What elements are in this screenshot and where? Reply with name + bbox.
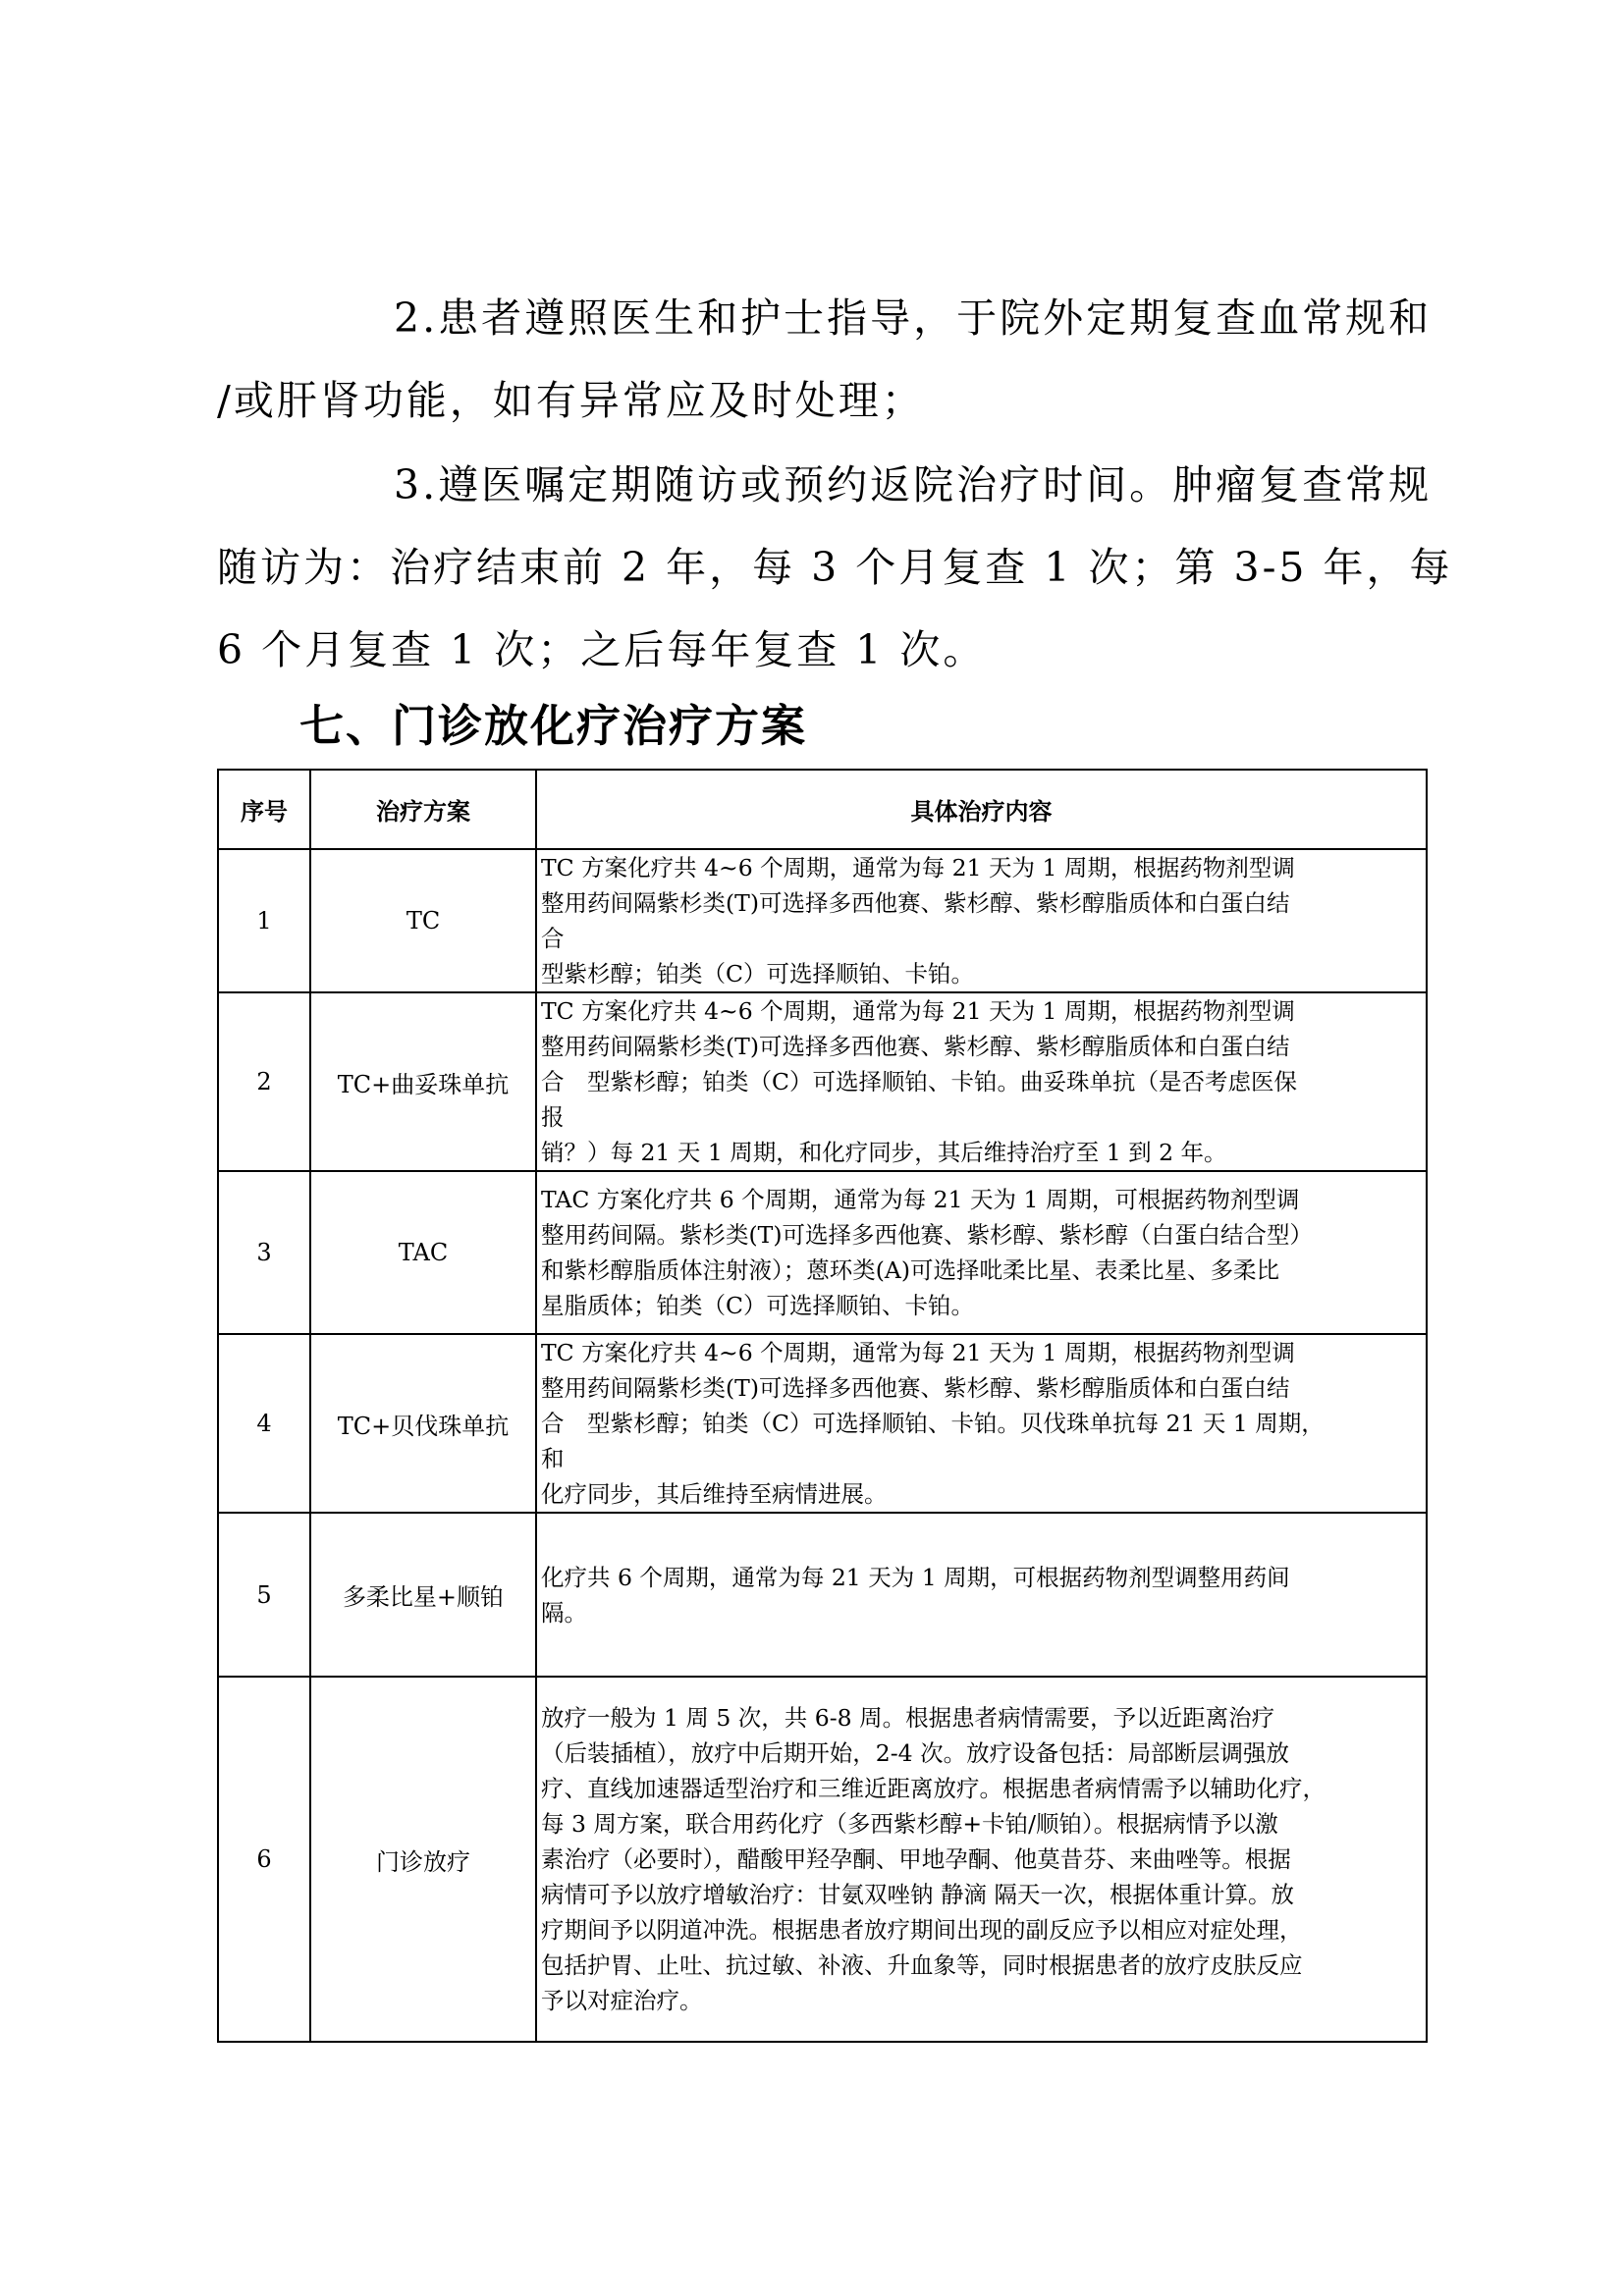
content-line: 整用药间隔紫杉类(T)可选择多西他赛、紫杉醇、紫杉醇脂质体和白蛋白结 bbox=[541, 1033, 1290, 1060]
header-content: 具体治疗内容 bbox=[536, 770, 1427, 849]
content-line: 每 3 周方案，联合用药化疗（多西紫杉醇+卡铂/顺铂）。根据病情予以激 bbox=[541, 1810, 1278, 1838]
content-line: TC 方案化疗共 4~6 个周期，通常为每 21 天为 1 周期，根据药物剂型调 bbox=[541, 854, 1295, 881]
header-scheme: 治疗方案 bbox=[310, 770, 536, 849]
section-heading: 七、门诊放化疗治疗方案 bbox=[299, 700, 808, 752]
paragraph-line: 6 个月复查 1 次；之后每年复查 1 次。 bbox=[217, 626, 987, 673]
table-header-row bbox=[218, 770, 1427, 849]
content-line: 疗、直线加速器适型治疗和三维近距离放疗。根据患者病情需予以辅助化疗， bbox=[541, 1775, 1326, 1802]
row-no: 3 bbox=[218, 1171, 310, 1334]
row-content bbox=[536, 1171, 1427, 1334]
row-content bbox=[536, 1513, 1427, 1677]
row-no: 1 bbox=[218, 849, 310, 992]
content-line: 报 bbox=[541, 1103, 565, 1131]
treatment-plan-table bbox=[217, 769, 1428, 2043]
header-no: 序号 bbox=[218, 770, 310, 849]
table-row bbox=[218, 1677, 1427, 2042]
content-line: 化疗同步，其后维持至病情进展。 bbox=[541, 1480, 888, 1508]
row-content bbox=[536, 849, 1427, 992]
content-line: TAC 方案化疗共 6 个周期，通常为每 21 天为 1 周期，可根据药物剂型调 bbox=[541, 1186, 1300, 1213]
row-no: 4 bbox=[218, 1334, 310, 1513]
row-scheme: TC+贝伐珠单抗 bbox=[310, 1334, 536, 1513]
paragraph-line: /或肝肾功能，如有异常应及时处理； bbox=[217, 377, 925, 424]
table-row bbox=[218, 1513, 1427, 1677]
content-line: 合 型紫杉醇；铂类（C）可选择顺铂、卡铂。曲妥珠单抗（是否考虑医保 bbox=[541, 1068, 1297, 1095]
table-row bbox=[218, 849, 1427, 992]
content-line: 合 型紫杉醇；铂类（C）可选择顺铂、卡铂。贝伐珠单抗每 21 天 1 周期， bbox=[541, 1410, 1325, 1437]
row-scheme: TAC bbox=[310, 1171, 536, 1334]
content-line: 隔。 bbox=[541, 1598, 587, 1627]
row-scheme: TC bbox=[310, 849, 536, 992]
paragraph-line: 随访为：治疗结束前 2 年，每 3 个月复查 1 次；第 3-5 年，每 bbox=[217, 544, 1453, 591]
row-scheme: TC+曲妥珠单抗 bbox=[310, 992, 536, 1171]
content-line: 整用药间隔紫杉类(T)可选择多西他赛、紫杉醇、紫杉醇脂质体和白蛋白结 bbox=[541, 889, 1290, 917]
content-line: TC 方案化疗共 4~6 个周期，通常为每 21 天为 1 周期，根据药物剂型调 bbox=[541, 1339, 1295, 1366]
paragraph-followup-schedule bbox=[217, 444, 1453, 691]
paragraph-line: 3.遵医嘱定期随访或预约返院治疗时间。肿瘤复查常规 bbox=[394, 461, 1433, 508]
row-content bbox=[536, 1334, 1427, 1513]
content-line: TC 方案化疗共 4~6 个周期，通常为每 21 天为 1 周期，根据药物剂型调 bbox=[541, 997, 1295, 1025]
row-content bbox=[536, 1677, 1427, 2042]
content-line: 合 bbox=[541, 925, 565, 952]
paragraph-followup-bloodtest bbox=[217, 277, 1433, 442]
row-no: 6 bbox=[218, 1677, 310, 2042]
content-line: 放疗一般为 1 周 5 次，共 6-8 周。根据患者病情需要，予以近距离治疗 bbox=[541, 1704, 1275, 1732]
content-line: 包括护胃、止吐、抗过敏、补液、升血象等，同时根据患者的放疗皮肤反应 bbox=[541, 1951, 1303, 1979]
content-line: （后装插植），放疗中后期开始，2-4 次。放疗设备包括：局部断层调强放 bbox=[541, 1739, 1290, 1767]
content-line: 疗期间予以阴道冲洗。根据患者放疗期间出现的副反应予以相应对症处理， bbox=[541, 1916, 1303, 1944]
row-content bbox=[536, 992, 1427, 1171]
content-line: 和 bbox=[541, 1445, 565, 1472]
content-line: 型紫杉醇；铂类（C）可选择顺铂、卡铂。 bbox=[541, 960, 974, 988]
row-no: 5 bbox=[218, 1513, 310, 1677]
content-line: 素治疗（必要时），醋酸甲羟孕酮、甲地孕酮、他莫昔芬、来曲唑等。根据 bbox=[541, 1845, 1291, 1873]
content-line: 化疗共 6 个周期，通常为每 21 天为 1 周期，可根据药物剂型调整用药间 bbox=[541, 1563, 1290, 1591]
content-line: 予以对症治疗。 bbox=[541, 1987, 703, 2014]
row-no: 2 bbox=[218, 992, 310, 1171]
content-line: 销？）每 21 天 1 周期，和化疗同步，其后维持治疗至 1 到 2 年。 bbox=[541, 1139, 1227, 1166]
content-line: 星脂质体；铂类（C）可选择顺铂、卡铂。 bbox=[541, 1292, 974, 1319]
paragraph-line: 2.患者遵照医生和护士指导，于院外定期复查血常规和 bbox=[394, 294, 1433, 342]
table-row bbox=[218, 1334, 1427, 1513]
content-line: 整用药间隔紫杉类(T)可选择多西他赛、紫杉醇、紫杉醇脂质体和白蛋白结 bbox=[541, 1374, 1290, 1402]
row-scheme: 门诊放疗 bbox=[310, 1677, 536, 2042]
row-scheme: 多柔比星+顺铂 bbox=[310, 1513, 536, 1677]
content-line: 和紫杉醇脂质体注射液）；蒽环类(A)可选择吡柔比星、表柔比星、多柔比 bbox=[541, 1256, 1280, 1284]
table-row bbox=[218, 1171, 1427, 1334]
content-line: 整用药间隔。紫杉类(T)可选择多西他赛、紫杉醇、紫杉醇（白蛋白结合型） bbox=[541, 1221, 1314, 1249]
content-line: 病情可予以放疗增敏治疗：甘氨双唑钠 静滴 隔天一次，根据体重计算。放 bbox=[541, 1881, 1294, 1908]
table-row bbox=[218, 992, 1427, 1171]
